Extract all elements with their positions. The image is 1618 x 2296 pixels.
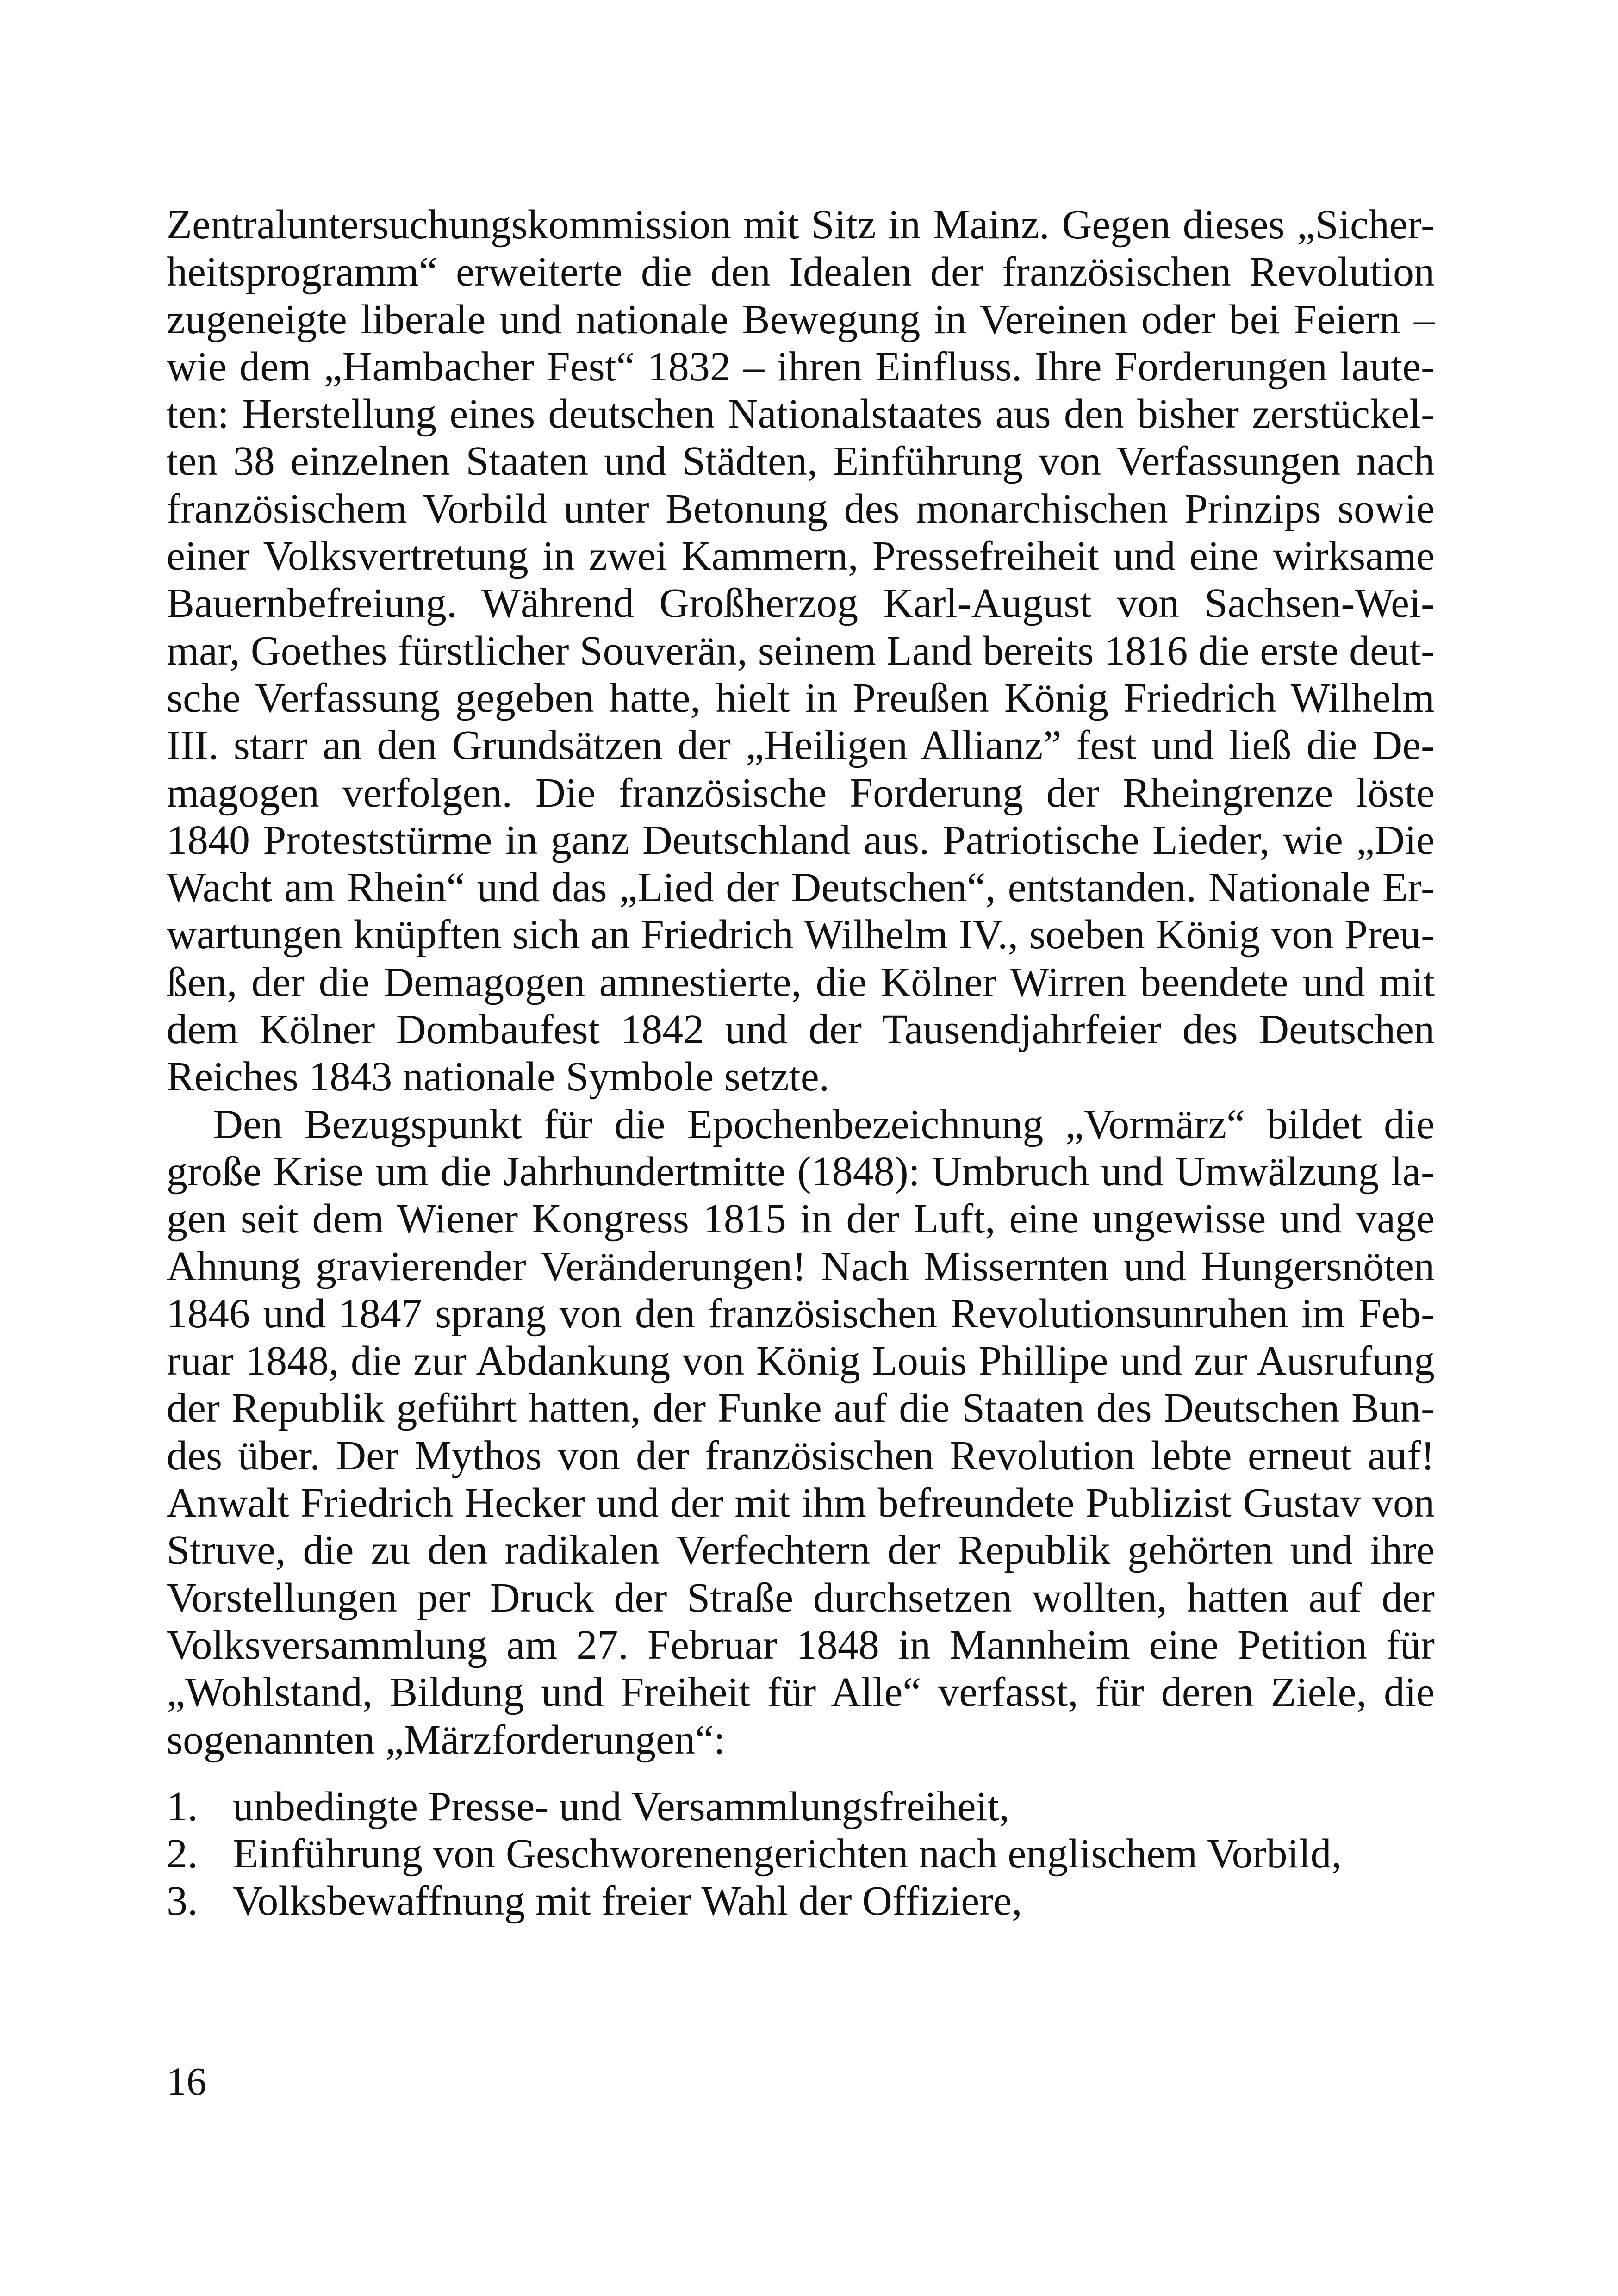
text-line: gen seit dem Wiener Kongress 1815 in der Luft, eine ungewisse und vage <box>167 1196 1435 1242</box>
text-line: Zentraluntersuchungskommission mit Sitz in Mainz. Gegen dieses „Sicher- <box>167 202 1435 248</box>
text-line: 1840 Proteststürme in ganz Deutschland aus. Patriotische Lieder, wie „Die <box>167 817 1435 863</box>
text-line: große Krise um die Jahrhundertmitte (1848): Umbruch und Umwälzung la- <box>167 1148 1435 1195</box>
text-line: Bauernbefreiung. Während Großherzog Karl-August von Sachsen-Wei- <box>167 580 1435 627</box>
text-line: Vorstellungen per Druck der Straße durchsetzen wollten, hatten auf der <box>167 1574 1435 1621</box>
list-item-text: Einführung von Geschworenengerichten nach englischem Vorbild, <box>233 1831 1342 1877</box>
text-line: 1846 und 1847 sprang von den französischen Revolutionsunruhen im Feb- <box>167 1290 1435 1337</box>
text-line: Wacht am Rhein“ und das „Lied der Deutschen“, entstanden. Nationale Er- <box>167 865 1435 911</box>
text-line: wartungen knüpften sich an Friedrich Wilhelm IV., soeben König von Preu- <box>167 912 1435 958</box>
list-item-text: Volksbewaffnung mit freier Wahl der Offiziere, <box>233 1878 1022 1924</box>
list-item-text: unbedingte Presse- und Versammlungsfreiheit, <box>233 1783 1010 1829</box>
text-line: französischem Vorbild unter Betonung des monarchischen Prinzips sowie <box>167 485 1435 532</box>
list-item-number: 1. <box>167 1783 198 1829</box>
text-line: dem Kölner Dombaufest 1842 und der Tausendjahrfeier des Deutschen <box>167 1007 1435 1053</box>
list-item-number: 3. <box>167 1878 198 1924</box>
text-line: mar, Goethes fürstlicher Souverän, seinem Land bereits 1816 die erste deut- <box>167 628 1435 674</box>
text-line: ruar 1848, die zur Abdankung von König Louis Phillipe und zur Ausrufung <box>167 1338 1435 1384</box>
text-line: Volksversammlung am 27. Februar 1848 in Mannheim eine Petition für <box>167 1622 1435 1668</box>
body-paragraph <box>167 201 1435 1101</box>
text-line: ten 38 einzelnen Staaten und Städten, Einführung von Verfassungen nach <box>167 438 1435 485</box>
text-line: Reiches 1843 nationale Symbole setzte. <box>167 1054 830 1100</box>
page-body <box>167 201 1435 1925</box>
text-line: des über. Der Mythos von der französischen Revolution lebte erneut auf! <box>167 1432 1435 1479</box>
page-number: 16 <box>167 2059 206 2103</box>
text-line: ßen, der die Demagogen amnestierte, die Kölner Wirren beendete und mit <box>167 959 1435 1005</box>
text-line: einer Volksvertretung in zwei Kammern, Pressefreiheit und eine wirksame <box>167 533 1435 579</box>
text-line: III. starr an den Grundsätzen der „Heiligen Allianz” fest und ließ die De- <box>167 722 1435 769</box>
text-line: sogenannten „Märzforderungen“: <box>167 1717 725 1763</box>
list-item-number: 2. <box>167 1831 198 1877</box>
list-item <box>167 1878 1435 1925</box>
text-line: Struve, die zu den radikalen Verfechtern der Republik gehörten und ihre <box>167 1527 1435 1574</box>
text-line: magogen verfolgen. Die französische Forderung der Rheingrenze löste <box>167 770 1435 816</box>
list-item <box>167 1783 1435 1830</box>
text-line: der Republik geführt hatten, der Funke auf die Staaten des Deutschen Bun- <box>167 1385 1435 1431</box>
text-line: „Wohlstand, Bildung und Freiheit für Alle“ verfasst, für deren Ziele, die <box>167 1669 1435 1716</box>
text-line: ten: Herstellung eines deutschen Nationalstaates aus den bisher zerstückel- <box>167 391 1435 437</box>
list-item <box>167 1830 1435 1878</box>
text-line: wie dem „Hambacher Fest“ 1832 – ihren Einfluss. Ihre Forderungen laute- <box>167 343 1435 390</box>
text-line: Anwalt Friedrich Hecker und der mit ihm befreundete Publizist Gustav von <box>167 1480 1435 1526</box>
text-line: zugeneigte liberale und nationale Bewegung in Vereinen oder bei Feiern – <box>167 296 1435 342</box>
body-paragraph <box>167 1101 1435 1764</box>
text-line: heitsprogramm“ erweiterte die den Idealen der französischen Revolution <box>167 249 1435 295</box>
text-line: Den Bezugspunkt für die Epochenbezeichnung „Vormärz“ bildet die <box>213 1101 1435 1147</box>
demands-list <box>167 1783 1435 1925</box>
text-line: sche Verfassung gegeben hatte, hielt in Preußen König Friedrich Wilhelm <box>167 675 1435 721</box>
text-line: Ahnung gravierender Veränderungen! Nach Missernten und Hungersnöten <box>167 1243 1435 1289</box>
